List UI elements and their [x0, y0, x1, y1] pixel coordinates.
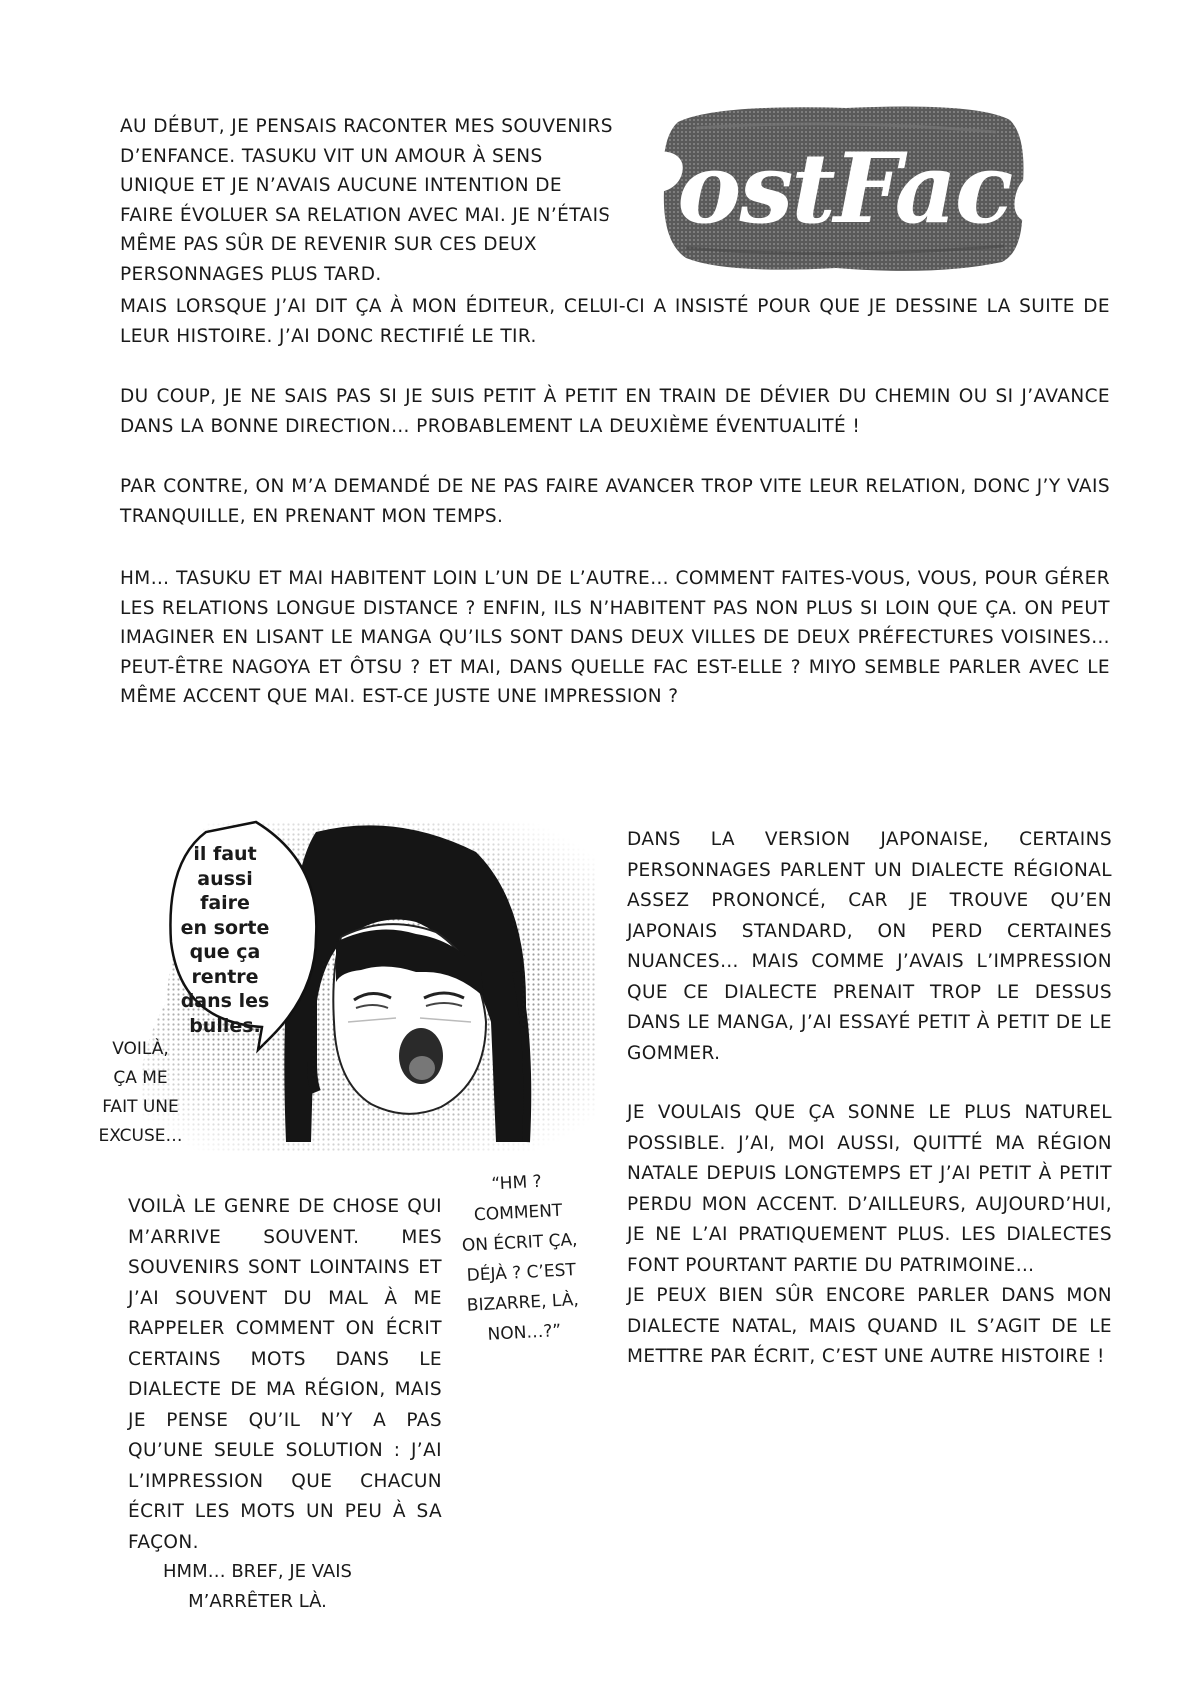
paragraph-long-distance: HM… TASUKU ET MAI HABITENT LOIN L’UN DE L’AUTRE… COMMENT FAITES-VOUS, VOUS, POUR GÉRER LES RELATIONS LONGUE DISTANCE ? ENFIN, ILS N’HABITENT PAS NON PLUS SI LOIN QUE ÇA. ON PEUT IMAGINER EN LISANT LE MANGA QU’ILS SONT DANS DEUX VILLES DE DEUX PRÉFECTURES VOISINES… PEUT-ÊTRE NAGOYA ET ÔTSU ? ET MAI, DANS QUELLE FAC EST-ELLE ? MIYO SEMBLE PARLER AVEC LE MÊME ACCENT QUE MAI. EST-CE JUSTE UNE IMPRESSION ?: [120, 568, 1110, 707]
right-column-paragraph-dialect: DANS LA VERSION JAPONAISE, CERTAINS PERSONNAGES PARLENT UN DIALECTE RÉGIONAL ASSEZ PRONONCÉ, CAR JE TROUVE QU’EN JAPONAIS STANDARD, ON PERD CERTAINES NUANCES… MAIS COMME J’AVAIS L’IMPRESSION QUE CE DIALECTE PRENAIT TROP LE DESSUS DANS LE MANGA, J’AI ESSAYÉ PETIT À PETIT DE LE GOMMER.: [627, 829, 1112, 1064]
right-column-paragraph-natural: JE VOULAIS QUE ÇA SONNE LE PLUS NATUREL POSSIBLE. J’AI, MOI AUSSI, QUITTÉ MA RÉGION NATALE DEPUIS LONGTEMPS ET J’AI PETIT À PETIT PERDU MON ACCENT. D’AILLEURS, AUJOURD’HUI, JE NE L’AI PRATIQUEMENT PLUS. LES DIALECTES FONT POURTANT PARTIE DU PATRIMOINE…: [627, 1102, 1112, 1276]
bubble-line: il faut: [193, 843, 257, 865]
aside-line: DÉJÀ ? C’EST: [466, 1260, 577, 1286]
closing-line: M’ARRÊTER LÀ.: [188, 1591, 327, 1612]
voila-caption: [93, 1035, 188, 1151]
voila-line: VOILÀ,: [112, 1039, 169, 1059]
aside-line: ON ÉCRIT ÇA,: [461, 1230, 578, 1257]
paragraph-relationship-pace: PAR CONTRE, ON M’A DEMANDÉ DE NE PAS FAIRE AVANCER TROP VITE LEUR RELATION, DONC J’Y VAIS TRANQUILLE, EN PRENANT MON TEMPS.: [120, 476, 1110, 527]
bubble-line: que ça: [189, 941, 261, 963]
closing-line: HMM… BREF, JE VAIS: [163, 1561, 352, 1582]
aside-line: BIZARRE, LÀ,: [466, 1290, 580, 1316]
closing-remark: [145, 1557, 370, 1617]
right-column: [627, 825, 1112, 1373]
voila-line: FAIT UNE: [102, 1097, 179, 1117]
voila-line: EXCUSE…: [98, 1126, 183, 1146]
left-column-text: VOILÀ LE GENRE DE CHOSE QUI M’ARRIVE SOUVENT. MES SOUVENIRS SONT LOINTAINS ET J’AI SOUVENT DU MAL À ME RAPPELER COMMENT ON ÉCRIT CERTAINS MOTS DANS LE DIALECTE DE MA RÉGION, MAIS JE PENSE QU’IL N’Y A PAS QU’UNE SEULE SOLUTION : J’AI L’IMPRESSION QUE CHACUN ÉCRIT LES MOTS UN PEU À SA FAÇON.: [128, 1196, 442, 1553]
bubble-line: aussi faire: [197, 867, 253, 914]
paragraph-editor: MAIS LORSQUE J’AI DIT ÇA À MON ÉDITEUR, CELUI-CI A INSISTÉ POUR QUE JE DESSINE LA SUITE DE LEUR HISTOIRE. J’AI DONC RECTIFIÉ LE TIR.: [120, 296, 1110, 347]
right-column-paragraph-writing: JE PEUX BIEN SÛR ENCORE PARLER DANS MON DIALECTE NATAL, MAIS QUAND IL S’AGIT DE LE METTRE PAR ÉCRIT, C’EST UNE AUTRE HISTOIRE !: [627, 1285, 1112, 1367]
paragraph-gap: [627, 1069, 1112, 1098]
postface-title: PostFace: [609, 132, 1071, 245]
title-brush-background: [609, 98, 1071, 276]
bubble-line: dans les: [180, 990, 270, 1012]
bubble-line: bulles.: [189, 1014, 261, 1037]
aside-line: “HM ?: [490, 1171, 543, 1195]
intro-paragraph: AU DÉBUT, JE PENSAIS RACONTER MES SOUVENIRS D’ENFANCE. TASUKU VIT UN AMOUR À SENS UNIQUE ET JE N’AVAIS AUCUNE INTENTION DE FAIRE ÉVOLUER SA RELATION AVEC MAI. JE N’ÉTAIS MÊME PAS SÛR DE REVENIR SUR CES DEUX PERSONNAGES PLUS TARD.: [120, 116, 613, 285]
bubble-line: rentre: [191, 965, 259, 988]
handwritten-aside: [453, 1165, 587, 1351]
paragraph-direction: DU COUP, JE NE SAIS PAS SI JE SUIS PETIT À PETIT EN TRAIN DE DÉVIER DU CHEMIN OU SI J’AVANCE DANS LA BONNE DIRECTION… PROBABLEMENT LA DEUXIÈME ÉVENTUALITÉ !: [120, 386, 1110, 437]
speech-bubble-text: [170, 842, 280, 1038]
bubble-line: en sorte: [180, 916, 270, 939]
voila-line: ÇA ME: [113, 1068, 168, 1088]
postface-title-banner: [609, 98, 1071, 276]
aside-line: NON…?”: [487, 1320, 562, 1345]
aside-line: COMMENT: [473, 1200, 563, 1226]
